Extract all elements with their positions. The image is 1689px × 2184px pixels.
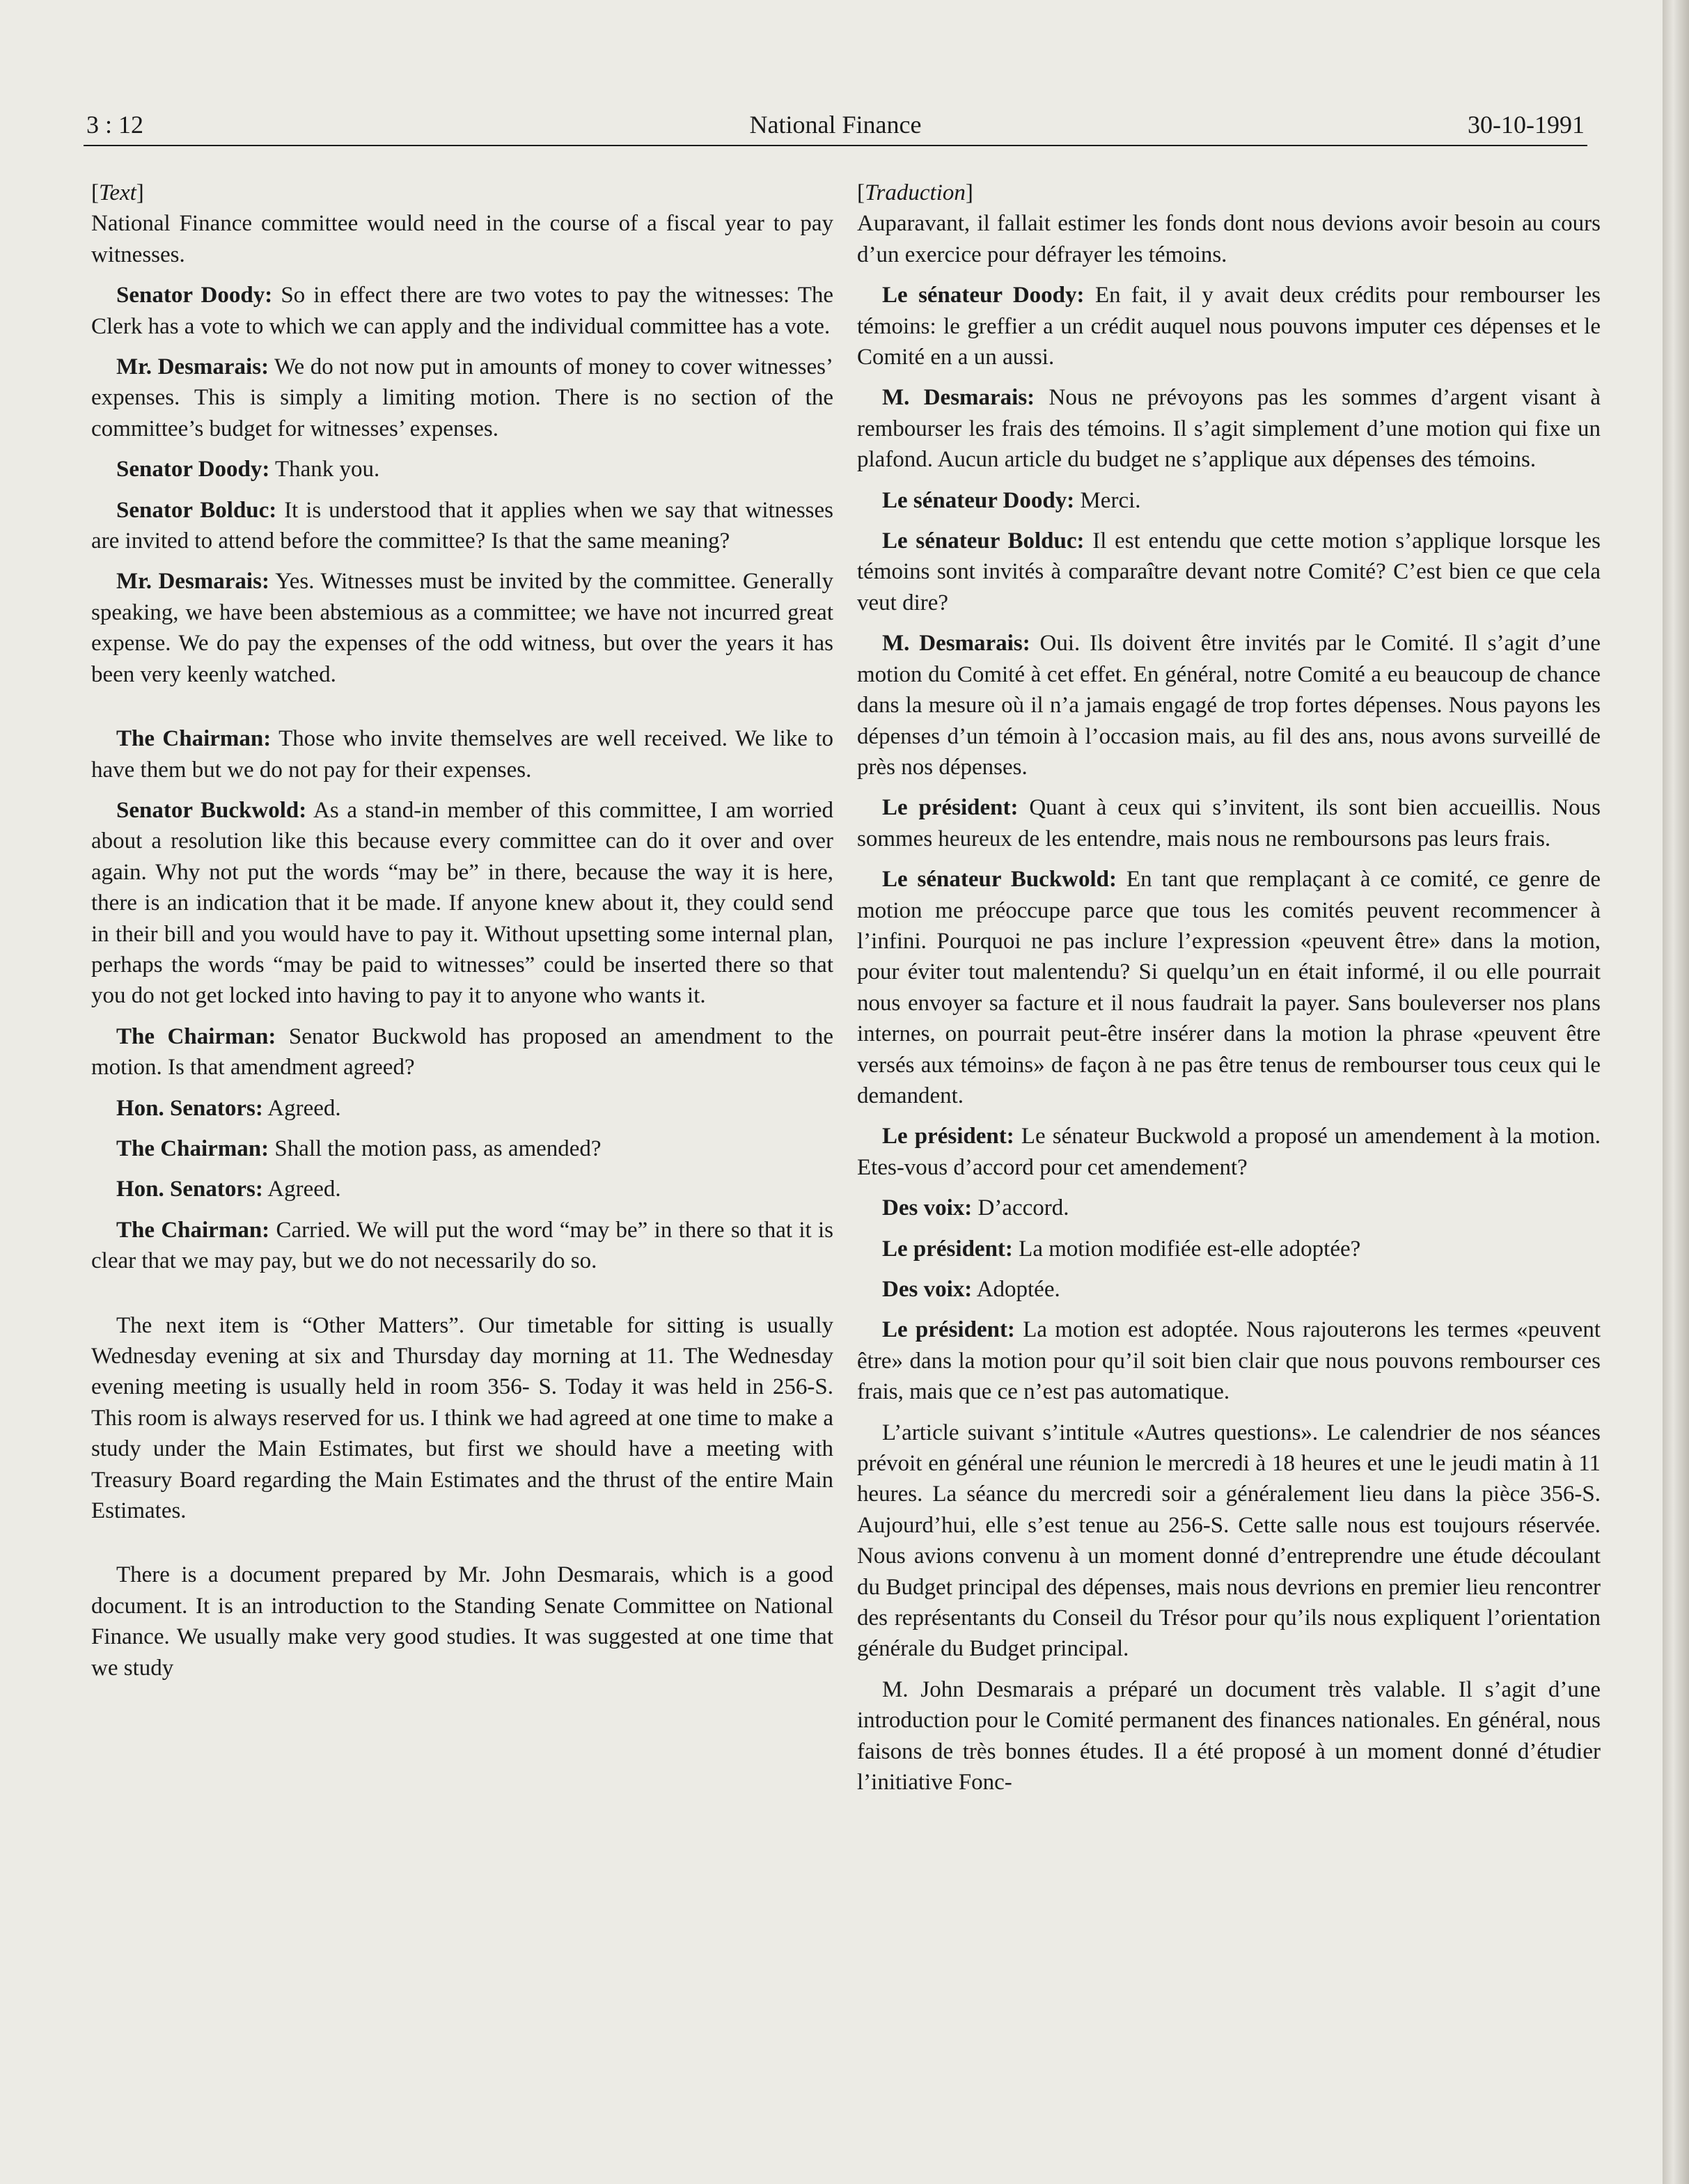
speech-text: Merci. xyxy=(1080,487,1141,513)
section-tag: [Text] xyxy=(91,180,144,205)
speech xyxy=(857,382,1601,475)
french-column xyxy=(857,178,1601,1808)
speech xyxy=(857,1193,1601,1223)
english-column xyxy=(91,178,833,1693)
speaker-name: Le président: xyxy=(882,1236,1013,1262)
speech xyxy=(91,795,833,1012)
speech xyxy=(857,1234,1601,1264)
section-tag: [Traduction] xyxy=(857,180,973,205)
publication-date: 30-10-1991 xyxy=(1468,111,1585,139)
publication-title: National Finance xyxy=(749,111,922,139)
speaker-name: Le sénateur Bolduc: xyxy=(882,528,1085,554)
speaker-name: The Chairman: xyxy=(116,1217,270,1243)
speaker-name: M. Desmarais: xyxy=(882,385,1035,411)
speech-text: En tant que remplaçant à ce comité, ce genre de motion me préoccupe parce que tous les comités peuvent recommencer à l’infini. Pourquoi ne pas inclure l’expression «peuvent être» dans la motion, pour éviter tout malentendu? Si quelqu’un en était informé, il ou elle pourrait nous envoyer sa facture et il nous faudrait la payer. Sans bouleverser nos plans internes, on pourrait peut-être insérer dans la motion la phrase «peuvent être versés aux témoins» de façon à ne pas être tenus de rembourser tous ceux qui le demandent. xyxy=(857,867,1601,1108)
paragraph: Auparavant, il fallait estimer les fonds dont nous devions avoir besoin au cours d’un exercice pour défrayer les témoins. xyxy=(857,211,1601,267)
speech xyxy=(91,723,833,785)
speech-text: So in effect there are two votes to pay the witnesses: The Clerk has a vote to which we can apply and the individual committee has a vote. xyxy=(91,283,833,339)
page-edge xyxy=(1663,0,1689,2184)
speech-text: La motion est adoptée. Nous rajouterons les termes «peuvent être» dans la motion pour qu’il soit bien clair que nous pouvons rembourser ces frais, mais que ce n’est pas automatique. xyxy=(857,1317,1601,1405)
speaker-name: Le sénateur Doody: xyxy=(882,487,1075,513)
speech-text: Oui. Ils doivent être invités par le Comité. Il s’agit d’une motion du Comité à cet effet. En général, notre Comité a eu beaucoup de chance dans la mesure où il n’a jamais engagé de trop fortes dépenses. Nous payons les dépenses d’un témoin à l’occasion mais, au fil des ans, nous avons surveillé de près nos dépenses. xyxy=(857,631,1601,780)
paragraph: L’article suivant s’intitule «Autres questions». Le calendrier de nos séances prévoit en général une réunion le mercredi à 18 heures et une le jeudi matin à 11 heures. La séance du mercredi soir a généralement lieu dans la pièce 356-S. Aujourd’hui, elle s’est tenue au 256-S. Cette salle nous est toujours réservée. Nous avions convenu à un moment donné d’entreprendre une étude découlant du Budget principal des dépenses, mais nous devrions en premier lieu rencontrer des représentants du Conseil du Trésor pour qu’ils nous expliquent l’orientation générale du Budget principal. xyxy=(857,1420,1601,1662)
speaker-name: Des voix: xyxy=(882,1277,973,1302)
speech-text: As a stand-in member of this committee, I am worried about a resolution like this because every committee can do it over and over again. Why not put the words “may be” in there, because the way it is here, there is an indication that it be made. If anyone knew about it, they could send in their bill and you would have to pay it. Without upsetting some internal plan, perhaps the words “may be paid to witnesses” could be inserted there so that you do not get locked into having to pay it to anyone who wants it. xyxy=(91,797,833,1009)
speech-text: Carried. We will put the word “may be” in there so that it is clear that we may pay, but we do not necessarily do so. xyxy=(91,1217,834,1274)
page-number: 3 : 12 xyxy=(86,111,144,139)
speaker-name: Le sénateur Buckwold: xyxy=(882,867,1117,893)
speaker-name: Hon. Senators: xyxy=(116,1177,263,1202)
speech xyxy=(91,566,833,690)
speech-text: Senator Buckwold has proposed an amendment to the motion. Is that amendment agreed? xyxy=(91,1023,833,1081)
speaker-name: Hon. Senators: xyxy=(116,1095,263,1121)
speech xyxy=(857,485,1601,516)
speech xyxy=(857,864,1601,1111)
speech xyxy=(91,495,833,557)
speech xyxy=(91,1133,833,1164)
speech xyxy=(91,1174,833,1204)
speech xyxy=(91,1093,833,1124)
speech-text: D’accord. xyxy=(977,1195,1069,1221)
speech-text: It is understood that it applies when we say that witnesses are invited to attend before the committee? Is that the same meaning? xyxy=(91,497,834,554)
speech xyxy=(857,1121,1601,1183)
paragraph: National Finance committee would need in the course of a fiscal year to pay witnesses. xyxy=(91,211,833,267)
speech-text: Quant à ceux qui s’invitent, ils sont bien accueillis. Nous sommes heureux de les entendre, mais nous ne remboursons pas leurs frais. xyxy=(857,795,1601,851)
paragraph: There is a document prepared by Mr. John Desmarais, which is a good document. It is an introduction to the Standing Senate Committee on National Finance. We usually make very good studies. It was suggested at one time that we study xyxy=(91,1562,833,1681)
speaker-name: Senator Bolduc: xyxy=(116,497,277,523)
speaker-name: The Chairman: xyxy=(116,1136,269,1161)
speaker-name: M. Desmarais: xyxy=(882,631,1030,657)
speech xyxy=(857,792,1601,854)
speech xyxy=(91,1215,833,1277)
speech-text: Those who invite themselves are well received. We like to have them but we do not pay for their expenses. xyxy=(91,726,834,783)
speech xyxy=(857,526,1601,618)
speaker-name: Le président: xyxy=(882,1124,1014,1149)
speech xyxy=(857,1314,1601,1407)
speaker-name: Mr. Desmarais: xyxy=(116,354,269,380)
speech-text: La motion modifiée est-elle adoptée? xyxy=(1019,1236,1361,1262)
speech-text: En fait, il y avait deux crédits pour rembourser les témoins: le greffier a un crédit auquel nous pouvons imputer ces dépenses et le Comité en a un aussi. xyxy=(857,283,1601,370)
speaker-name: The Chairman: xyxy=(116,726,272,752)
speaker-name: The Chairman: xyxy=(116,1023,276,1049)
speaker-name: Senator Doody: xyxy=(116,283,273,308)
speaker-name: Senator Buckwold: xyxy=(116,797,307,823)
speech-text: Il est entendu que cette motion s’applique lorsque les témoins sont invités à comparaître devant notre Comité? C’est bien ce que cela veut dire? xyxy=(857,528,1601,615)
speech-text: Agreed. xyxy=(267,1095,341,1121)
speech xyxy=(857,1274,1601,1305)
speech-text: We do not now put in amounts of money to cover witnesses’ expenses. This is simply a limiting motion. There is no section of the committee’s budget for witnesses’ expenses. xyxy=(91,354,833,441)
speech xyxy=(857,628,1601,783)
running-header xyxy=(84,103,1587,146)
speech-text: Yes. Witnesses must be invited by the committee. Generally speaking, we have been abstemious as a committee; we have not incurred great expense. We do pay the expenses of the odd witness, but over the years it has been very keenly watched. xyxy=(91,569,833,687)
speech xyxy=(91,280,833,342)
speech-text: Thank you. xyxy=(274,457,380,482)
speaker-name: Le sénateur Doody: xyxy=(882,283,1085,308)
speaker-name: Des voix: xyxy=(882,1195,973,1221)
speaker-name: Mr. Desmarais: xyxy=(116,569,269,595)
speech xyxy=(91,352,833,444)
paragraph: M. John Desmarais a préparé un document très valable. Il s’agit d’une introduction pour le Comité permanent des finances nationales. En général, nous faisons de très bonnes études. Il a été proposé à un moment donné d’étudier l’initiative Fonc- xyxy=(857,1676,1601,1796)
speech xyxy=(857,280,1601,372)
speaker-name: Senator Doody: xyxy=(116,457,270,482)
speaker-name: Le président: xyxy=(882,795,1019,821)
speech-text: Agreed. xyxy=(267,1177,341,1202)
speech-text: Nous ne prévoyons pas les sommes d’argent visant à rembourser les frais des témoins. Il s’agit simplement d’une motion qui fixe un plafond. Aucun article du budget ne s’applique aux dépenses des témoins. xyxy=(857,385,1601,473)
speaker-name: Le président: xyxy=(882,1317,1015,1343)
speech-text: Adoptée. xyxy=(976,1277,1060,1302)
speech xyxy=(91,454,833,485)
speech-text: Le sénateur Buckwold a proposé un amendement à la motion. Etes-vous d’accord pour cet amendement? xyxy=(857,1124,1601,1180)
paragraph: The next item is “Other Matters”. Our timetable for sitting is usually Wednesday evening at six and Thursday day morning at 11. The Wednesday evening meeting is usually held in room 356- S. Today it was held in 256-S. This room is always reserved for us. I think we had agreed at one time to make a study under the Main Estimates, but first we should have a meeting with Treasury Board regarding the Main Estimates and the thrust of the entire Main Estimates. xyxy=(91,1312,833,1524)
speech xyxy=(91,1021,833,1083)
speech-text: Shall the motion pass, as amended? xyxy=(274,1136,602,1161)
